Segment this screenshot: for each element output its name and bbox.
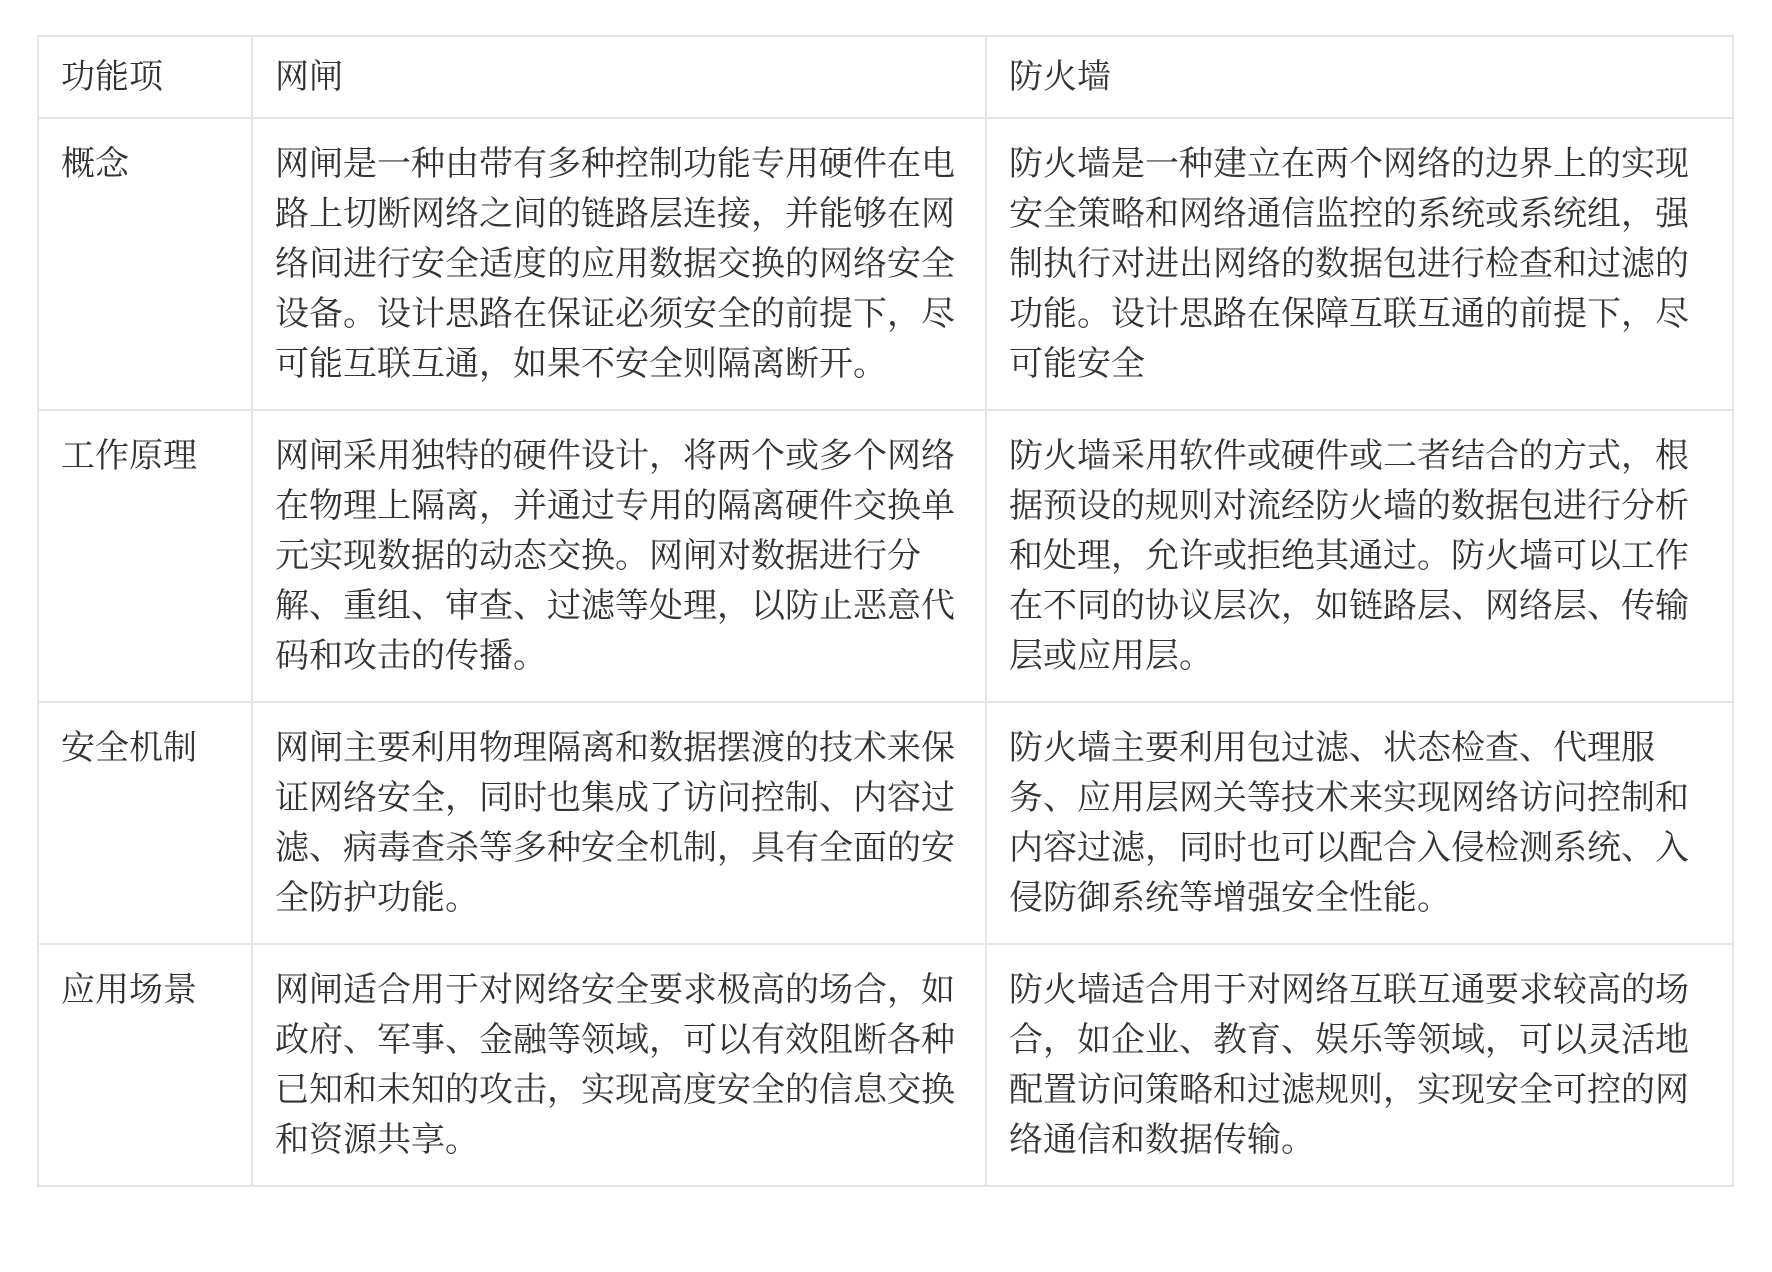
comparison-table [37,35,1734,1187]
comparison-table-container [37,35,1732,1187]
table-row [38,944,1733,1186]
row-feature-cell: 工作原理 [38,410,252,702]
row-firewall-cell: 防火墙主要利用包过滤、状态检查、代理服务、应用层网关等技术来实现网络访问控制和内容过滤，同时也可以配合入侵检测系统、入侵防御系统等增强安全性能。 [986,702,1733,944]
row-gap-cell: 网闸采用独特的硬件设计，将两个或多个网络在物理上隔离，并通过专用的隔离硬件交换单元实现数据的动态交换。网闸对数据进行分解、重组、审查、过滤等处理，以防止恶意代码和攻击的传播。 [252,410,986,702]
table-body [38,118,1733,1186]
row-gap-cell: 网闸主要利用物理隔离和数据摆渡的技术来保证网络安全，同时也集成了访问控制、内容过滤、病毒查杀等多种安全机制，具有全面的安全防护功能。 [252,702,986,944]
header-gap: 网闸 [252,36,986,118]
row-firewall-cell: 防火墙适合用于对网络互联互通要求较高的场合，如企业、教育、娱乐等领域，可以灵活地配置访问策略和过滤规则，实现安全可控的网络通信和数据传输。 [986,944,1733,1186]
header-feature: 功能项 [38,36,252,118]
row-feature-cell: 应用场景 [38,944,252,1186]
row-gap-cell: 网闸是一种由带有多种控制功能专用硬件在电路上切断网络之间的链路层连接，并能够在网络间进行安全适度的应用数据交换的网络安全设备。设计思路在保证必须安全的前提下，尽可能互联互通，如果不安全则隔离断开。 [252,118,986,410]
row-feature-cell: 概念 [38,118,252,410]
row-firewall-cell: 防火墙采用软件或硬件或二者结合的方式，根据预设的规则对流经防火墙的数据包进行分析和处理，允许或拒绝其通过。防火墙可以工作在不同的协议层次，如链路层、网络层、传输层或应用层。 [986,410,1733,702]
row-gap-cell: 网闸适合用于对网络安全要求极高的场合，如政府、军事、金融等领域，可以有效阻断各种已知和未知的攻击，实现高度安全的信息交换和资源共享。 [252,944,986,1186]
table-row [38,118,1733,410]
table-header [38,36,1733,118]
table-row [38,702,1733,944]
row-firewall-cell: 防火墙是一种建立在两个网络的边界上的实现安全策略和网络通信监控的系统或系统组，强制执行对进出网络的数据包进行检查和过滤的功能。设计思路在保障互联互通的前提下，尽可能安全 [986,118,1733,410]
table-row [38,410,1733,702]
header-firewall: 防火墙 [986,36,1733,118]
row-feature-cell: 安全机制 [38,702,252,944]
header-row [38,36,1733,118]
